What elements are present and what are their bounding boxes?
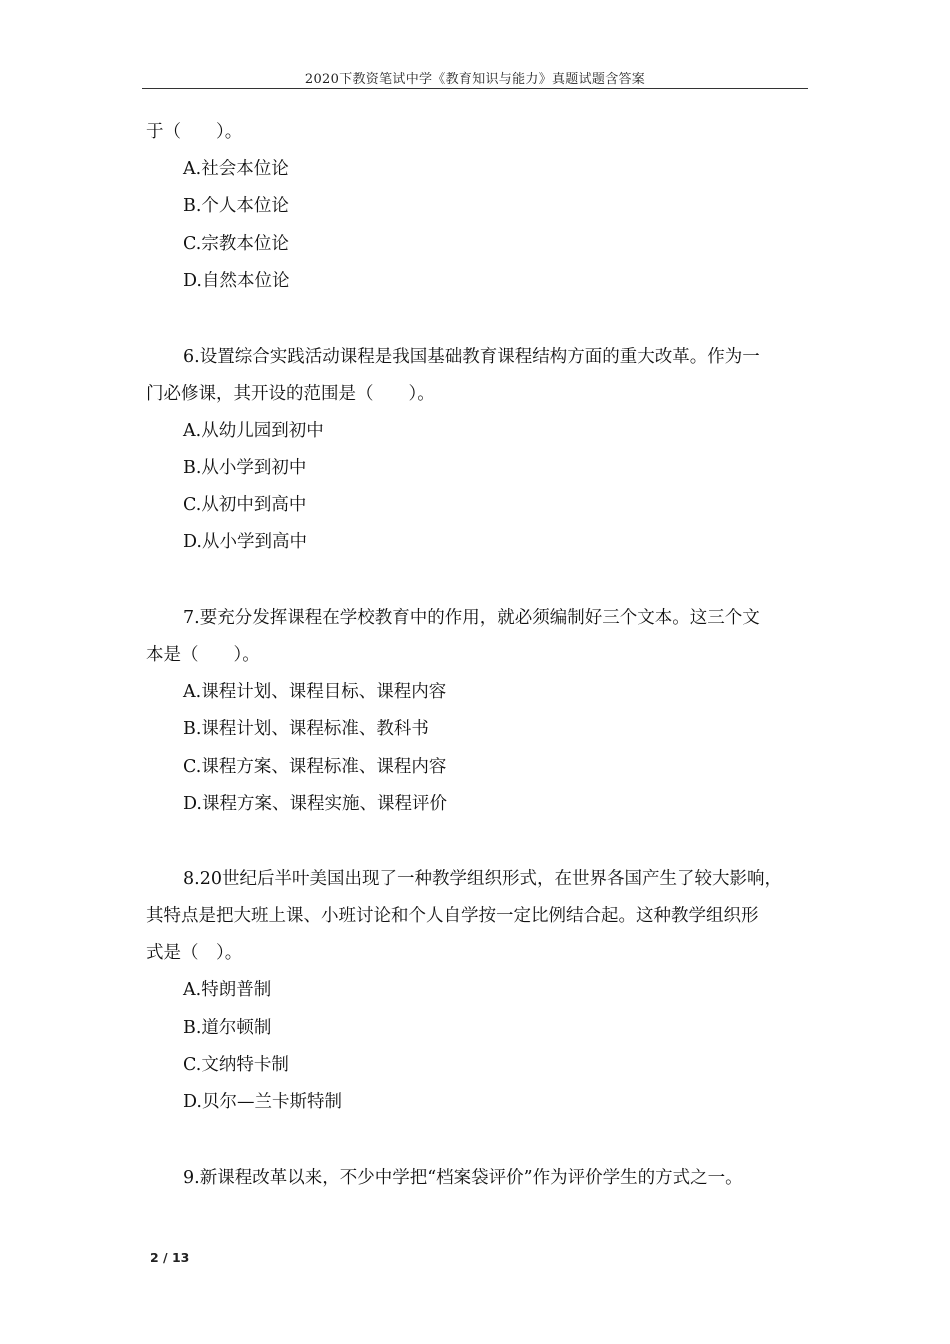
answer-option: B.课程计划、课程标准、教科书 bbox=[183, 719, 429, 739]
answer-option: A.课程计划、课程目标、课程内容 bbox=[183, 682, 447, 702]
answer-option: D.从小学到高中 bbox=[183, 532, 307, 552]
answer-option: A.社会本位论 bbox=[183, 159, 289, 179]
question-stem-line: 其特点是把大班上课、小班讨论和个人自学按一定比例结合起。这种教学组织形 bbox=[146, 906, 759, 926]
answer-option: C.从初中到高中 bbox=[183, 495, 307, 515]
question-stem-line: 8.20世纪后半叶美国出现了一种教学组织形式，在世界各国产生了较大影响， bbox=[183, 869, 782, 889]
answer-option: D.贝尔—兰卡斯特制 bbox=[183, 1092, 342, 1112]
question-stem-line: 9.新课程改革以来，不少中学把“档案袋评价”作为评价学生的方式之一。 bbox=[183, 1168, 743, 1188]
question-stem-line: 7.要充分发挥课程在学校教育中的作用，就必须编制好三个文本。这三个文 bbox=[183, 608, 760, 628]
page-number: 2 / 13 bbox=[150, 1250, 190, 1265]
answer-option: C.文纳特卡制 bbox=[183, 1055, 289, 1075]
question-stem-line: 6.设置综合实践活动课程是我国基础教育课程结构方面的重大改革。作为一 bbox=[183, 347, 760, 367]
question-stem-line: 本是（ ）。 bbox=[146, 645, 260, 665]
answer-option: A.特朗普制 bbox=[183, 980, 272, 1000]
answer-option: C.课程方案、课程标准、课程内容 bbox=[183, 757, 447, 777]
answer-option: D.课程方案、课程实施、课程评价 bbox=[183, 794, 447, 814]
answer-option: A.从幼儿园到初中 bbox=[183, 421, 324, 441]
page-header-title: 2020下教资笔试中学《教育知识与能力》真题试题含答案 bbox=[304, 72, 646, 87]
answer-option: B.个人本位论 bbox=[183, 196, 289, 216]
question-stem-line: 式是（ ）。 bbox=[146, 943, 243, 963]
answer-option: D.自然本位论 bbox=[183, 271, 290, 291]
answer-option: B.道尔顿制 bbox=[183, 1018, 272, 1038]
header-divider bbox=[142, 88, 808, 89]
answer-option: B.从小学到初中 bbox=[183, 458, 307, 478]
question-stem-line: 门必修课，其开设的范围是（ ）。 bbox=[146, 384, 435, 404]
question-stem-line: 于（ ）。 bbox=[146, 122, 243, 142]
answer-option: C.宗教本位论 bbox=[183, 234, 289, 254]
